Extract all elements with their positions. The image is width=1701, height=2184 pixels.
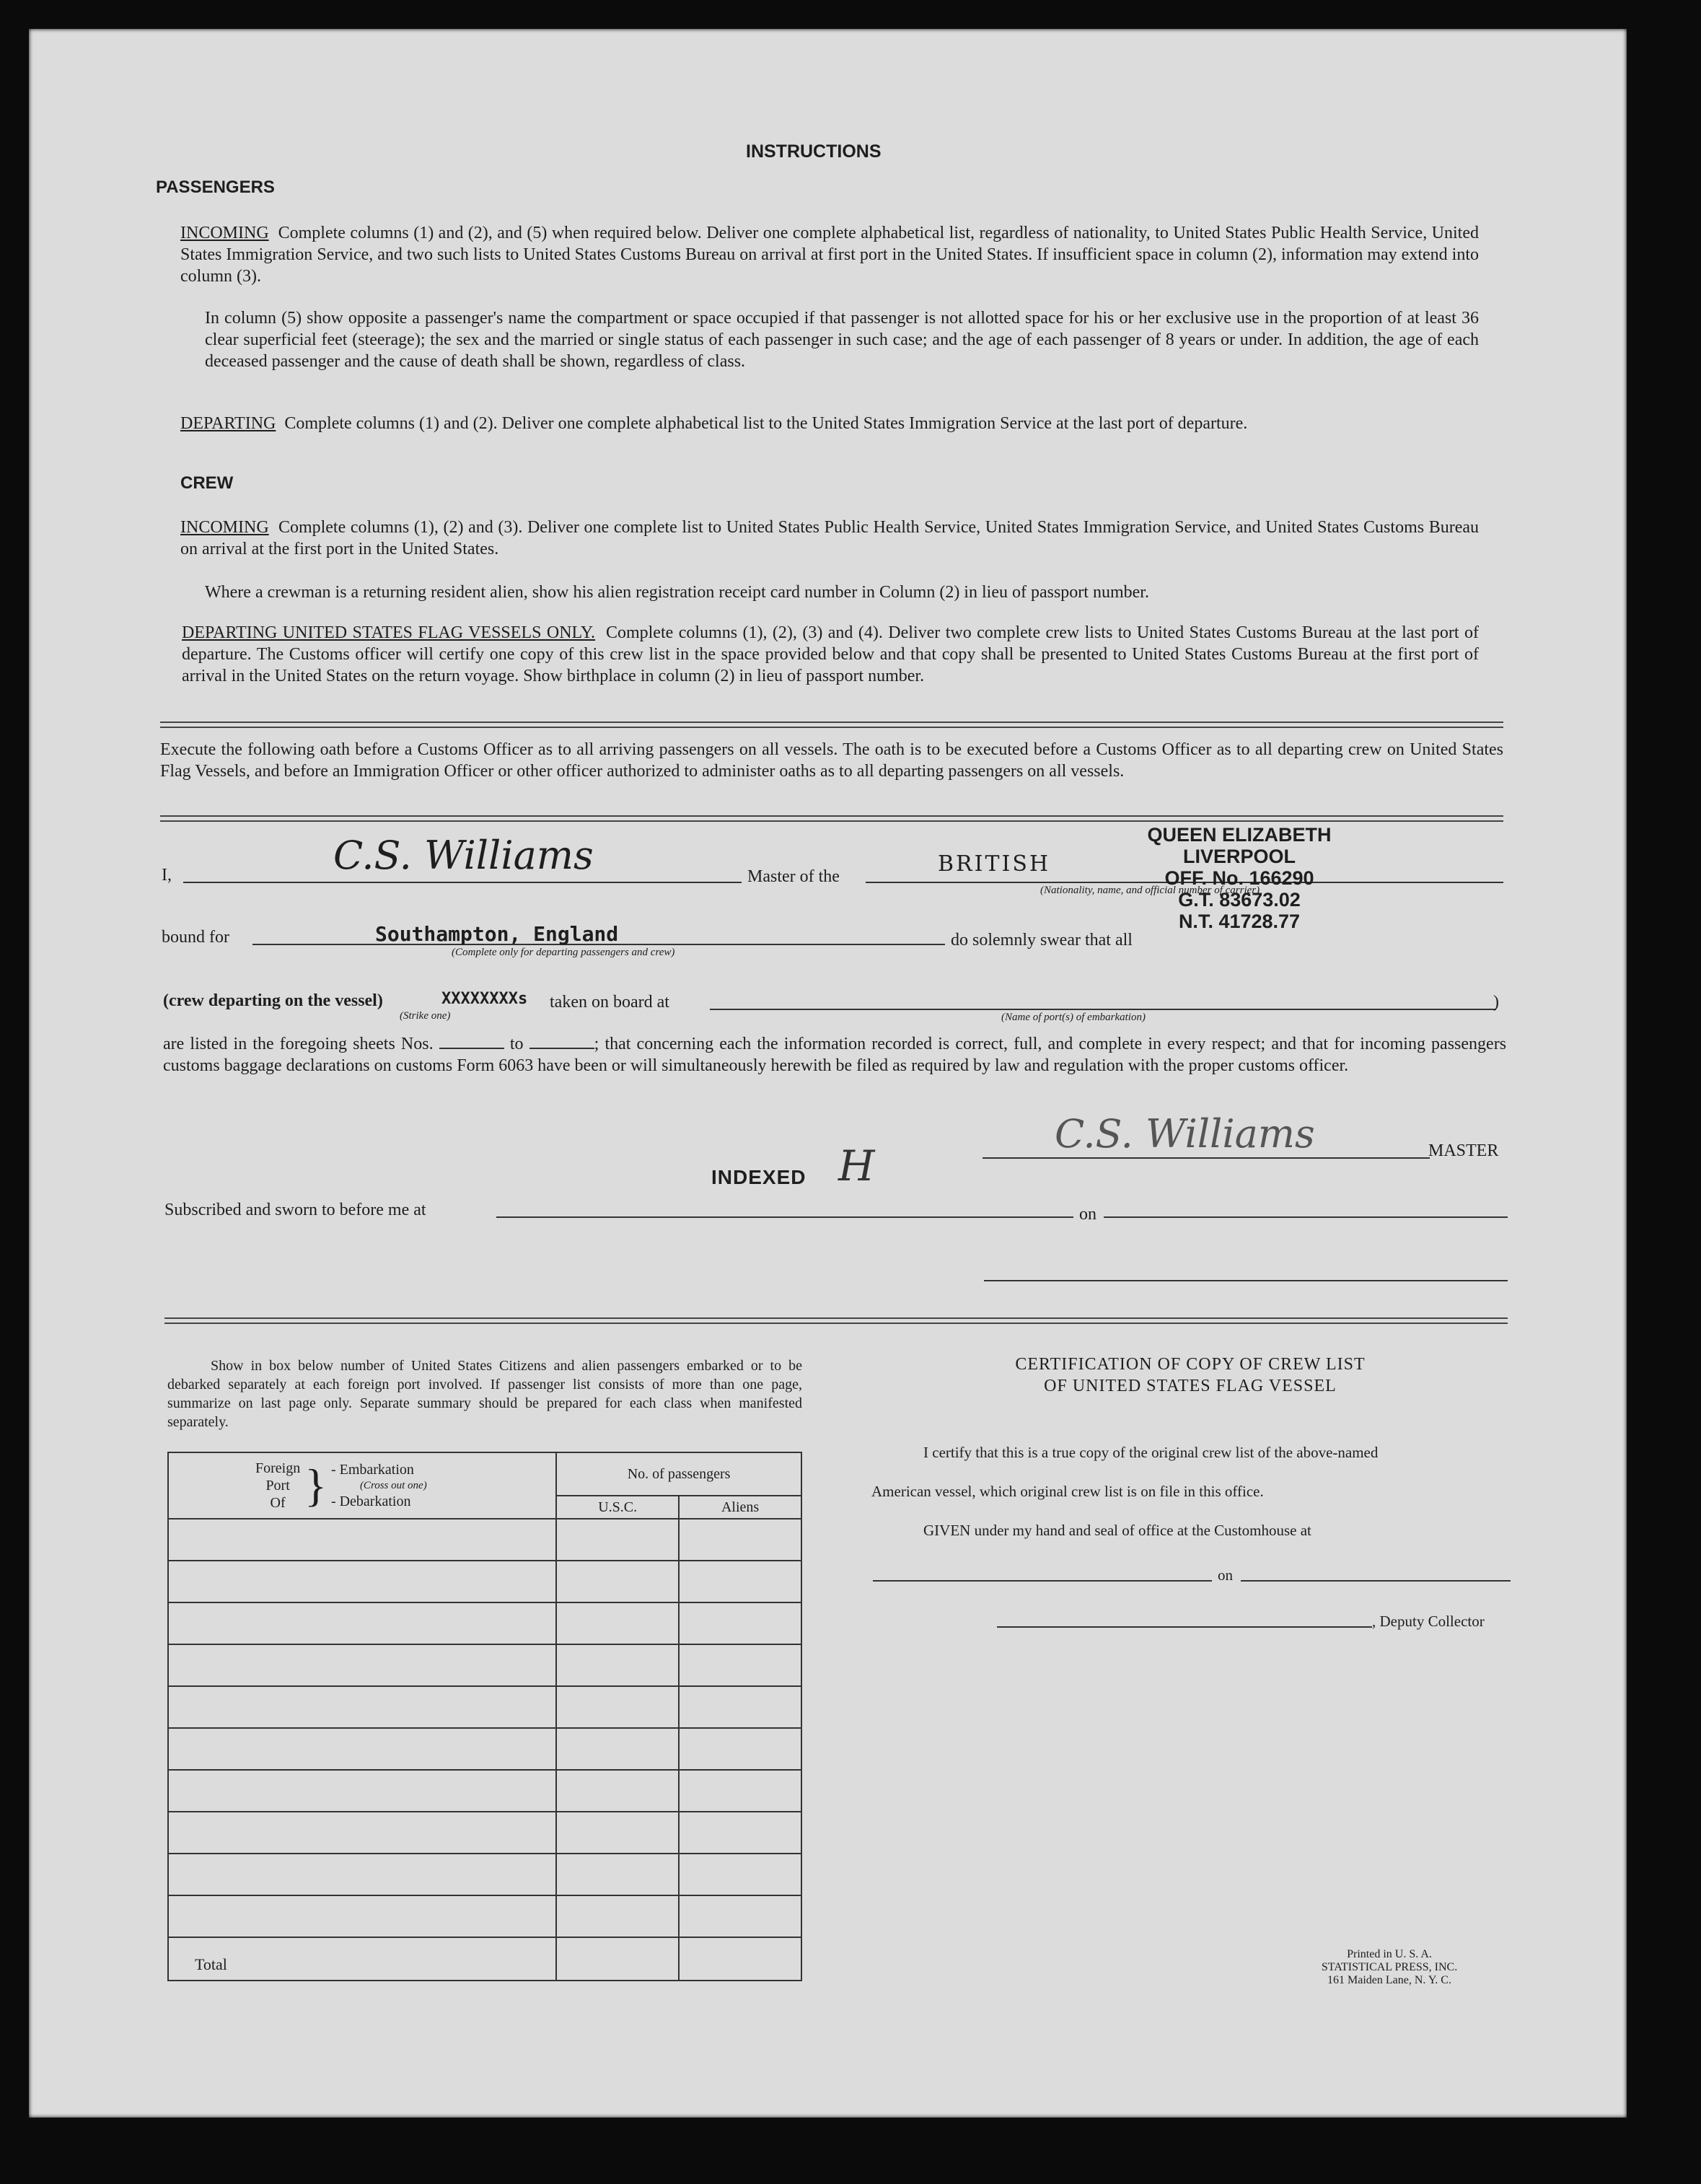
- aliens-cell[interactable]: [679, 1561, 801, 1602]
- passengers-incoming-label: INCOMING: [180, 224, 269, 242]
- no-of-passengers-header: No. of passengers: [556, 1452, 801, 1496]
- total-label: Total: [168, 1937, 556, 1981]
- bound-for-label: bound for: [162, 928, 229, 947]
- of-word: Of: [270, 1495, 286, 1511]
- crew-returning-paragraph: Where a crewman is a returning resident alien, show his alien registration receipt card number in Column (2) in lieu of passport number.: [205, 583, 1149, 602]
- cross-out-note: (Cross out one): [359, 1480, 427, 1491]
- strike-one-caption: (Strike one): [400, 1010, 451, 1022]
- brace-icon: }: [304, 1460, 327, 1511]
- oath-intro: Execute the following oath before a Customs Officer as to all arriving passengers on all vessels. The oath is to be executed before a Customs Officer as to all departing crew on United States Flag Vessels, and before an Immigration Officer or other officer authorized to administer oaths as to all departing passengers on all vessels.: [160, 740, 1503, 781]
- aliens-header: Aliens: [679, 1496, 801, 1519]
- usc-header: U.S.C.: [556, 1496, 679, 1519]
- table-row[interactable]: [168, 1854, 801, 1895]
- certification-on-label: on: [1218, 1566, 1233, 1584]
- total-row[interactable]: [168, 1937, 801, 1981]
- master-signature-line: [983, 1157, 1430, 1159]
- usc-cell[interactable]: [556, 1686, 679, 1728]
- customhouse-line: [873, 1580, 1212, 1582]
- vessel-stamp-off: OFF. No. 166290: [1164, 867, 1314, 889]
- certify-line1: I certify that this is a true copy of the original crew list of the above-named: [923, 1444, 1379, 1461]
- table-row[interactable]: [168, 1770, 801, 1812]
- table-row[interactable]: [168, 1812, 801, 1854]
- aliens-cell[interactable]: [679, 1812, 801, 1854]
- table-row[interactable]: [168, 1644, 801, 1686]
- embarkation-option[interactable]: - Embarkation: [330, 1462, 414, 1478]
- swear-text: do solemnly swear that all: [951, 931, 1133, 950]
- master-name-line: [183, 882, 742, 883]
- summary-header-row: [168, 1452, 801, 1496]
- usc-cell[interactable]: [556, 1519, 679, 1561]
- sheets-text-b: ; that concerning each the information recorded is correct, full, and complete in every respect; and that for incoming passengers customs baggage declarations on customs Form 6063 have been or will simultaneously herewith be filed as required by law and regulation with the proper customs officer.: [163, 1035, 1507, 1075]
- debarkation-option[interactable]: - Debarkation: [330, 1494, 411, 1509]
- certify-line2: American vessel, which original crew list is on file in this office.: [871, 1483, 1264, 1500]
- deputy-collector-label: , Deputy Collector: [1372, 1613, 1485, 1630]
- port-cell[interactable]: [168, 1854, 556, 1895]
- subscribed-label: Subscribed and sworn to before me at: [164, 1201, 426, 1219]
- subscribed-on-label: on: [1079, 1205, 1096, 1224]
- vessel-stamp-name: QUEEN ELIZABETH: [1147, 824, 1332, 846]
- usc-cell[interactable]: [556, 1644, 679, 1686]
- aliens-cell[interactable]: [679, 1770, 801, 1812]
- crew-departing-oath-text: (crew departing on the vessel): [163, 991, 383, 1010]
- oath-i-label: I,: [162, 866, 172, 885]
- usc-cell[interactable]: [556, 1728, 679, 1770]
- nationality-handwritten: BRITISH: [938, 851, 1051, 877]
- embarkation-line: [710, 1009, 1496, 1010]
- sheet-from-blank: [439, 1048, 504, 1049]
- sheet-to-blank: [529, 1048, 594, 1049]
- table-row[interactable]: [168, 1602, 801, 1644]
- aliens-cell[interactable]: [679, 1895, 801, 1937]
- printer-line2: STATISTICAL PRESS, INC.: [1321, 1961, 1458, 1973]
- vessel-stamp-port: LIVERPOOL: [1182, 846, 1296, 867]
- sheets-text-a: are listed in the foregoing sheets Nos.: [163, 1035, 434, 1053]
- printer-line3: 161 Maiden Lane, N. Y. C.: [1327, 1974, 1451, 1986]
- vessel-stamp-nt: N.T. 41728.77: [1178, 911, 1301, 932]
- summary-table: [167, 1452, 802, 1981]
- master-of-the-label: Master of the: [747, 867, 840, 886]
- subscribed-place-line: [496, 1216, 1073, 1218]
- usc-cell[interactable]: [556, 1854, 679, 1895]
- port-header: [168, 1452, 556, 1519]
- port-word: Port: [265, 1478, 290, 1494]
- embarkation-caption: (Name of port(s) of embarkation): [1001, 1012, 1146, 1023]
- master-label: MASTER: [1428, 1141, 1499, 1160]
- passengers-incoming-paragraph: [180, 222, 1479, 287]
- embark-debark-options: [331, 1462, 427, 1509]
- deputy-collector-line: [997, 1626, 1372, 1628]
- passengers-incoming-text: Complete columns (1) and (2), and (5) when required below. Deliver one complete alphabetical list, regardless of nationality, to United States Public Health Service, United States Immigration Service, and two such lists to United States Customs Bureau on arrival at first port in the United States. If insufficient space in column (2), information may extend into column (3).: [180, 224, 1480, 286]
- crew-departing-label: DEPARTING UNITED STATES FLAG VESSELS ONLY.: [182, 623, 596, 642]
- taken-on-board-label: taken on board at: [550, 993, 669, 1012]
- port-cell[interactable]: [168, 1895, 556, 1937]
- aliens-cell[interactable]: [679, 1644, 801, 1686]
- crew-heading: CREW: [180, 473, 234, 493]
- officer-signature-line: [984, 1280, 1508, 1281]
- vessel-caption: (Nationality, name, and official number of carrier): [1040, 885, 1260, 896]
- crew-departing-text: Complete columns (1), (2), (3) and (4). Deliver two complete crew lists to United States Customs Bureau at the last port of departure. The Customs officer will certify one copy of this crew list in the space provided below and that copy shall be presented to United States Customs Bureau at the first port of arrival in the United States on the return voyage. Show birthplace in column (2) in lieu of passport number.: [182, 623, 1479, 685]
- divider-2: [160, 815, 1503, 822]
- instructions-title: INSTRUCTIONS: [746, 141, 882, 162]
- foreign-word: Foreign: [255, 1460, 301, 1476]
- passengers-column5-paragraph: In column (5) show opposite a passenger's name the compartment or space occupied if that passenger is not allotted space for his or her exclusive use in the proportion of at least 36 clear superficial feet (steerage); the sex and the married or single status of each passenger in such case; and the age of each passenger of 8 years or under. In addition, the age of each deceased passenger and the cause of death shall be shown, regardless of class.: [205, 309, 1479, 371]
- total-usc-cell[interactable]: [556, 1937, 679, 1981]
- master-signature: C.S. Williams: [1055, 1111, 1315, 1157]
- table-row[interactable]: [168, 1895, 801, 1937]
- close-paren: ): [1493, 993, 1499, 1012]
- table-row[interactable]: [168, 1686, 801, 1728]
- usc-cell[interactable]: [556, 1895, 679, 1937]
- indexed-initial: H: [838, 1141, 875, 1190]
- aliens-cell[interactable]: [679, 1602, 801, 1644]
- table-row[interactable]: [168, 1561, 801, 1602]
- certification-date-line: [1241, 1580, 1511, 1582]
- table-row[interactable]: [168, 1519, 801, 1561]
- total-aliens-cell[interactable]: [679, 1937, 801, 1981]
- divider-3: [164, 1317, 1508, 1324]
- port-cell[interactable]: [168, 1812, 556, 1854]
- port-cell[interactable]: [168, 1519, 556, 1561]
- printer-imprint: [1281, 1948, 1498, 1987]
- port-cell[interactable]: [168, 1728, 556, 1770]
- sheets-paragraph: [163, 1033, 1506, 1076]
- aliens-cell[interactable]: [679, 1519, 801, 1561]
- port-cell[interactable]: [168, 1602, 556, 1644]
- vessel-stamp: [1131, 824, 1348, 932]
- bound-for-caption: (Complete only for departing passengers and crew): [452, 947, 675, 958]
- crew-incoming-label: INCOMING: [180, 518, 269, 537]
- crew-incoming-text: Complete columns (1), (2) and (3). Deliver one complete list to United States Public Health Service, United States Immigration Service, and United States Customs Bureau on arrival at the first port in the United States.: [180, 518, 1480, 558]
- master-name-signature: C.S. Williams: [333, 833, 594, 878]
- port-cell[interactable]: [168, 1561, 556, 1602]
- sheets-text-to: to: [509, 1035, 524, 1053]
- port-cell[interactable]: [168, 1686, 556, 1728]
- vessel-stamp-gt: G.T. 83673.02: [1178, 889, 1301, 911]
- bound-for-value: Southampton, England: [375, 922, 619, 946]
- passengers-departing-paragraph: [180, 413, 1479, 434]
- printer-line1: Printed in U. S. A.: [1347, 1948, 1432, 1960]
- divider-1: [160, 722, 1503, 728]
- crew-departing-paragraph: [182, 622, 1479, 687]
- usc-cell[interactable]: [556, 1812, 679, 1854]
- foreign-port-of: [255, 1460, 300, 1512]
- certification-title-line2: OF UNITED STATES FLAG VESSEL: [1044, 1377, 1337, 1395]
- aliens-cell[interactable]: [679, 1854, 801, 1895]
- usc-cell[interactable]: [556, 1770, 679, 1812]
- passengers-departing-label: DEPARTING: [180, 414, 276, 433]
- crew-incoming-paragraph: [180, 517, 1479, 560]
- aliens-cell[interactable]: [679, 1686, 801, 1728]
- given-line: GIVEN under my hand and seal of office at the Customhouse at: [923, 1522, 1311, 1539]
- subscribed-date-line: [1104, 1216, 1508, 1218]
- table-row[interactable]: [168, 1728, 801, 1770]
- aliens-cell[interactable]: [679, 1728, 801, 1770]
- certification-title-line1: CERTIFICATION OF COPY OF CREW LIST: [1015, 1355, 1366, 1374]
- usc-cell[interactable]: [556, 1561, 679, 1602]
- indexed-stamp: INDEXED: [711, 1166, 806, 1188]
- passengers-departing-text: Complete columns (1) and (2). Deliver one complete alphabetical list to the United States Immigration Service at the last port of departure.: [284, 414, 1248, 433]
- certification-title: [909, 1354, 1472, 1397]
- summary-note: Show in box below number of United States Citizens and alien passengers embarked or to be debarked separately at each foreign port involved. If passenger list consists of more than one page, summarize on last page only. Separate summary should be prepared for each class when manifested separately.: [167, 1358, 802, 1430]
- port-cell[interactable]: [168, 1770, 556, 1812]
- struck-text: XXXXXXXXs: [441, 990, 528, 1008]
- usc-cell[interactable]: [556, 1602, 679, 1644]
- passengers-heading: PASSENGERS: [156, 177, 275, 197]
- port-cell[interactable]: [168, 1644, 556, 1686]
